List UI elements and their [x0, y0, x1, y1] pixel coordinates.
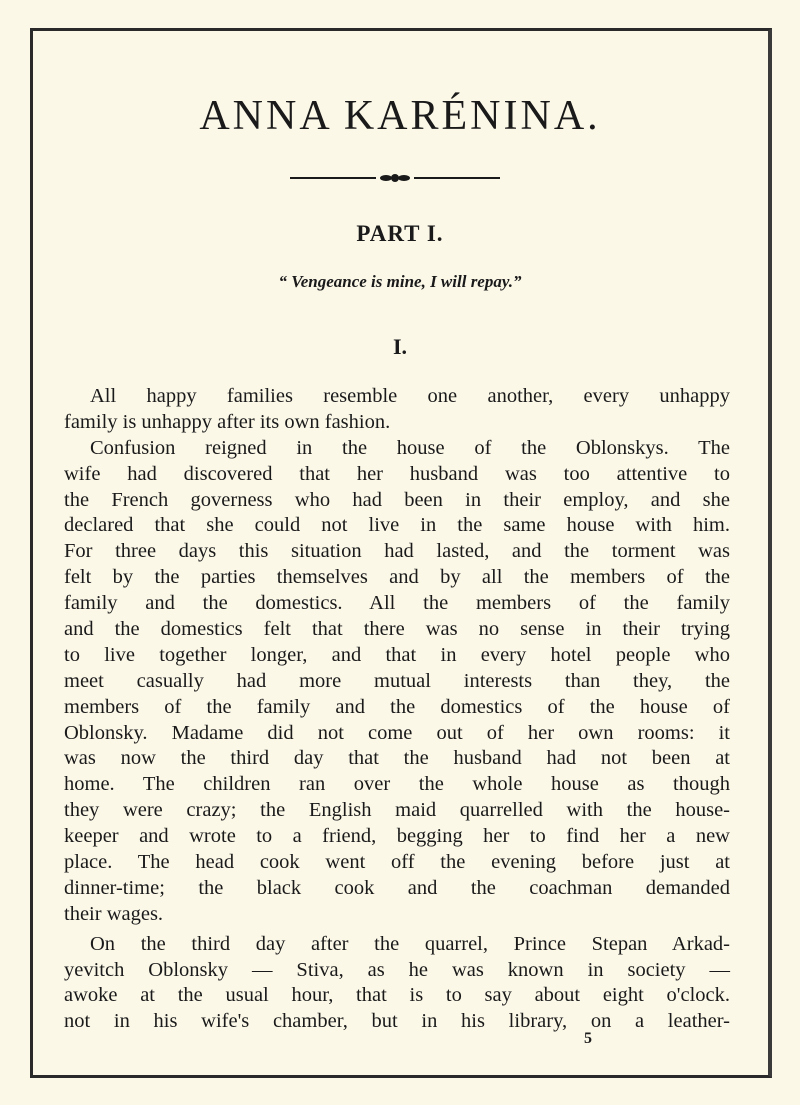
- text-line: members of the family and the domestics of the house of: [64, 695, 730, 718]
- text-line: dinner-time; the black cook and the coachman demanded: [64, 876, 730, 899]
- text-line: to live together longer, and that in every hotel people who: [64, 643, 730, 666]
- paragraph: [64, 932, 730, 1036]
- title-ornament-divider: [290, 172, 500, 184]
- text-line: not in his wife's chamber, but in his library, on a leather-: [64, 1010, 730, 1033]
- text-line: their wages.: [64, 902, 164, 925]
- book-title: ANNA KARÉNINA.: [199, 93, 601, 139]
- text-line: felt by the parties themselves and by all the members of the: [64, 566, 730, 589]
- text-line: home. The children ran over the whole house as though: [64, 773, 730, 796]
- text-line: was now the third day that the husband had not been at: [64, 747, 730, 770]
- text-line: Oblonsky. Madame did not come out of her own rooms: it: [64, 721, 730, 744]
- paragraph: [64, 436, 730, 928]
- part-heading: PART I.: [356, 221, 444, 246]
- page-number: 5: [584, 1030, 592, 1047]
- chapter-number: I.: [392, 334, 408, 359]
- text-line: the French governess who had been in their employ, and she: [64, 488, 730, 511]
- text-line: family is unhappy after its own fashion.: [64, 410, 391, 433]
- text-line: On the third day after the quarrel, Prince Stepan Arkad-: [90, 932, 730, 955]
- text-line: Confusion reigned in the house of the Oblonskys. The: [90, 436, 730, 459]
- chapter-text: [64, 384, 730, 1035]
- text-line: and the domestics felt that there was no sense in their trying: [64, 618, 730, 641]
- text-line: meet casually had more mutual interests than they, the: [64, 669, 730, 692]
- paragraph: [64, 384, 730, 436]
- text-line: family and the domestics. All the members of the family: [64, 592, 730, 615]
- text-line: awoke at the usual hour, that is to say about eight o'clock.: [64, 984, 730, 1007]
- text-line: they were crazy; the English maid quarrelled with the house-: [64, 799, 730, 822]
- text-line: For three days this situation had lasted, and the torment was: [64, 540, 730, 563]
- epigraph: “ Vengeance is mine, I will repay.”: [278, 272, 522, 291]
- text-line: wife had discovered that her husband was too attentive to: [64, 462, 730, 485]
- text-line: yevitch Oblonsky — Stiva, as he was known in society —: [64, 958, 730, 981]
- text-line: declared that she could not live in the same house with him.: [64, 514, 730, 537]
- text-line: place. The head cook went off the evening before just at: [64, 851, 730, 874]
- text-line: keeper and wrote to a friend, begging her to find her a new: [64, 825, 730, 848]
- text-line: All happy families resemble one another, every unhappy: [90, 385, 730, 407]
